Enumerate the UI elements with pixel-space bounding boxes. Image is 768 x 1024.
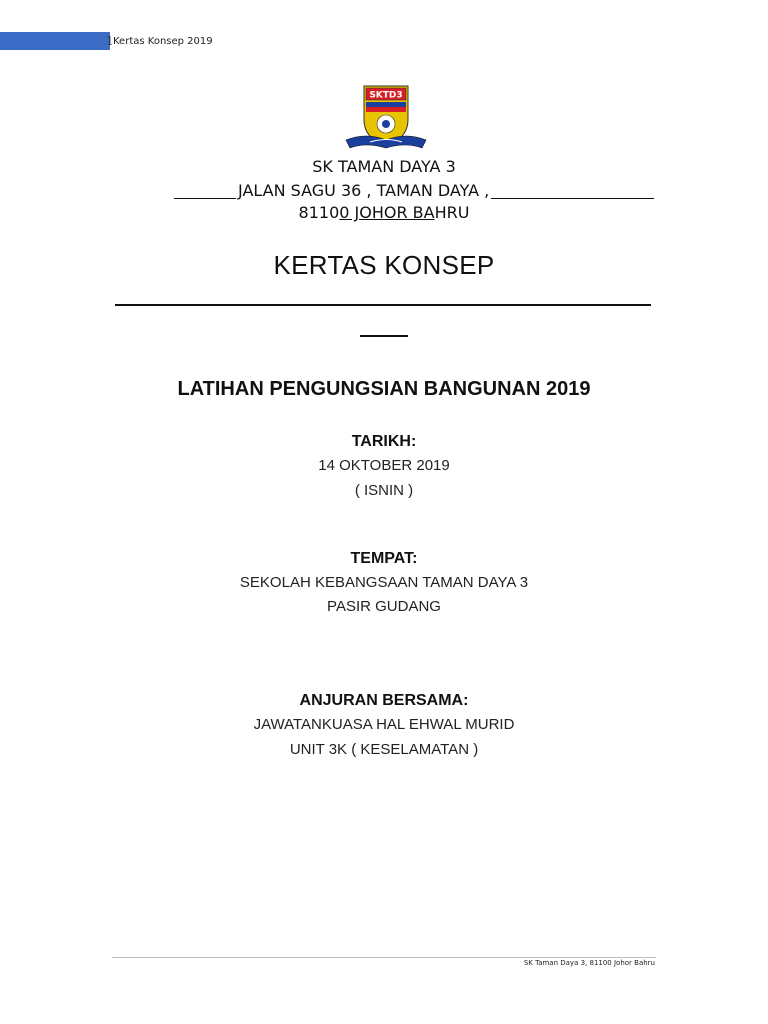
header-title: Kertas Konsep 2019 <box>113 36 213 47</box>
address-text: JALAN SAGU 36 , TAMAN DAYA , <box>238 181 490 200</box>
title-rule-short <box>360 335 408 337</box>
anjuran-line2: UNIT 3K ( KESELAMATAN ) <box>289 741 479 758</box>
page-number: 1 <box>106 34 114 48</box>
city-underlined: 0 JOHOR BA <box>339 203 435 222</box>
header-accent-bar <box>0 32 110 50</box>
city-line <box>0 203 768 222</box>
city-prefix: 8110 <box>298 203 340 222</box>
tempat-line2: PASIR GUDANG <box>327 598 441 615</box>
address-line <box>174 181 654 203</box>
school-crest-icon <box>344 82 428 154</box>
footer-text: SK Taman Daya 3, 81100 Johor Bahru <box>523 959 655 967</box>
anjuran-line1: JAWATANKUASA HAL EHWAL MURID <box>253 716 515 733</box>
tarikh-date: 14 OKTOBER 2019 <box>318 457 450 474</box>
anjuran-label: ANJURAN BERSAMA: <box>299 692 469 709</box>
document-title: KERTAS KONSEP <box>273 250 495 280</box>
tarikh-label: TARIKH: <box>351 433 417 450</box>
footer-rule <box>112 957 656 958</box>
tarikh-day: ( ISNIN ) <box>354 482 414 499</box>
city-suffix: HRU <box>434 203 470 222</box>
event-title: LATIHAN PENGUNGSIAN BANGUNAN 2019 <box>177 378 591 400</box>
tempat-label: TEMPAT: <box>350 550 418 567</box>
school-name: SK TAMAN DAYA 3 <box>312 157 456 176</box>
crest-label: SKTD3 <box>369 90 403 101</box>
title-rule <box>115 304 651 306</box>
tempat-line1: SEKOLAH KEBANGSAAN TAMAN DAYA 3 <box>239 574 529 591</box>
